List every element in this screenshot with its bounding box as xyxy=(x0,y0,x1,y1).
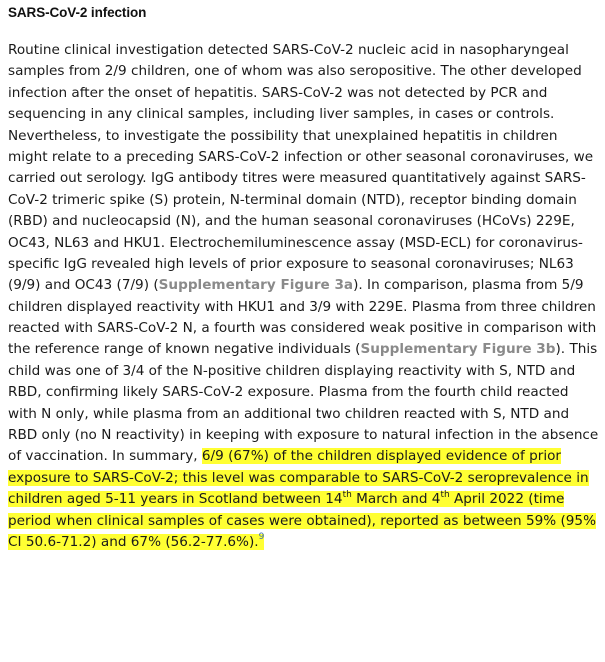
text-line: (RBD) and nucleocapsid (N), and the human seasonal coronaviruses (HCoVs) 229E, xyxy=(8,213,575,230)
citation-link[interactable]: 9 xyxy=(258,532,265,543)
text-line: OC43, NL63 and HKU1. Electrochemiluminescence assay (MSD-ECL) for coronavirus- xyxy=(8,234,583,251)
text-line: children displayed reactivity with HKU1 and 3/9 with 229E. Plasma from three children xyxy=(8,298,596,315)
text-line xyxy=(8,511,600,532)
text-line xyxy=(8,275,600,296)
text-line: specific IgG revealed high levels of prior exposure to seasonal coronaviruses; NL63 xyxy=(8,255,574,272)
highlighted-text xyxy=(8,491,564,507)
text-line: Nevertheless, to investigate the possibility that unexplained hepatitis in children xyxy=(8,127,558,144)
highlighted-text xyxy=(8,534,264,550)
text-segment: CI 50.6-71.2) and 67% (56.2-77.6%). xyxy=(8,533,259,550)
text-line: might relate to a preceding SARS-CoV-2 infection or other seasonal coronaviruses, we xyxy=(8,148,594,165)
text-line xyxy=(8,532,600,553)
text-segment: March and 4 xyxy=(351,491,441,508)
text-line xyxy=(8,339,600,360)
text-segment: the reference range of known negative individuals ( xyxy=(8,341,361,358)
superscript: th xyxy=(440,489,450,500)
text-segment: ). In comparison, plasma from 5/9 xyxy=(353,277,584,294)
text-line: RBD only (no N reactivity) in keeping with exposure to natural infection in the absence xyxy=(8,427,599,444)
superscript: th xyxy=(342,489,352,500)
highlighted-text: 6/9 (67%) of the children displayed evidence of prior xyxy=(201,448,562,465)
supplementary-figure-3b-link[interactable]: Supplementary Figure 3b xyxy=(360,341,556,358)
text-line: child was one of 3/4 of the N-positive children displaying reactivity with S, NTD and xyxy=(8,362,576,379)
text-segment: April 2022 (time xyxy=(449,491,565,508)
text-line: with N only, while plasma from an additional two children reacted with S, NTD and xyxy=(8,405,570,422)
text-line: sequencing in any clinical samples, including liver samples, in cases or controls. xyxy=(8,106,555,123)
text-line: samples from 2/9 children, one of whom was also seropositive. The other developed xyxy=(8,63,582,80)
text-line xyxy=(8,468,600,489)
body-paragraph xyxy=(8,40,600,553)
text-line xyxy=(8,489,600,510)
text-line: carried out serology. IgG antibody titres were measured quantitatively against SARS- xyxy=(8,170,586,187)
text-segment: of vaccination. In summary, xyxy=(8,448,202,465)
section-heading: SARS-CoV-2 infection xyxy=(8,5,147,20)
text-line xyxy=(8,446,600,467)
text-segment: children aged 5-11 years in Scotland between 14 xyxy=(8,491,343,508)
text-line: reacted with SARS-CoV-2 N, a fourth was considered weak positive in comparison with xyxy=(8,320,597,337)
text-line: Routine clinical investigation detected SARS-CoV-2 nucleic acid in nasopharyngeal xyxy=(8,42,569,58)
text-segment: ). This xyxy=(555,341,598,358)
text-line: RBD, confirming likely SARS-CoV-2 exposure. Plasma from the fourth child reacted xyxy=(8,384,569,401)
text-line: infection after the onset of hepatitis. SARS-CoV-2 was not detected by PCR and xyxy=(8,84,548,101)
highlighted-text: exposure to SARS-CoV-2; this level was comparable to SARS-CoV-2 seroprevalence in xyxy=(8,469,589,486)
text-segment: (9/9) and OC43 (7/9) ( xyxy=(8,277,159,294)
text-line: CoV-2 trimeric spike (S) protein, N-terminal domain (NTD), receptor binding domain xyxy=(8,191,577,208)
supplementary-figure-3a-link[interactable]: Supplementary Figure 3a xyxy=(158,277,354,294)
highlighted-text: period when clinical samples of cases were obtained), reported as between 59% (95% xyxy=(8,512,596,529)
